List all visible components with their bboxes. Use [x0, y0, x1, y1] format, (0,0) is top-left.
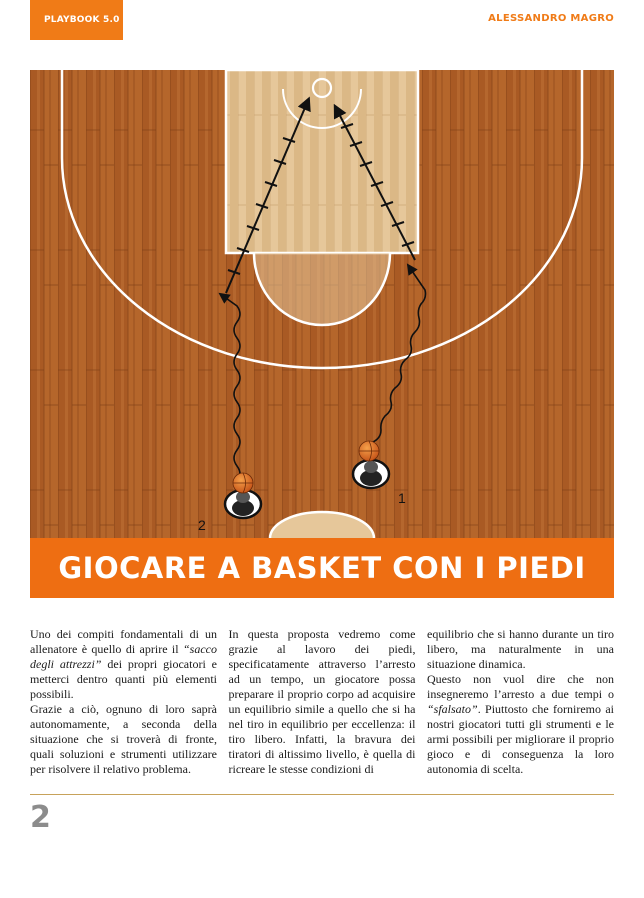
column-1: [30, 627, 217, 777]
paragraph: In questa proposta vedremo come grazie al lavoro dei piedi, specificatamente attraverso l’arresto ad un tempo, un giocatore possa preparare il proprio corpo ad acquisire un equilibrio simile a quello che si ha nel tiro in equilibrio per eccellenza: il tiro libero. Infatti, la bravura dei tiratori di altissimo livello, è quella di ricreare le stesse condizioni di: [228, 627, 416, 776]
paragraph: Questo non vuol dire che non insegneremo l’arresto a due tempi o “sfalsato”. Piuttosto che forniremo ai nostri giocatori tutti gli strumenti e le armi possibili per migliorare il proprio gioco e di conseguenza la loro autonomia di scelta.: [427, 672, 614, 776]
player-1: [353, 460, 389, 488]
article-title: GIOCARE A BASKET CON I PIEDI: [30, 538, 614, 598]
author-name: ALESSANDRO MAGRO: [488, 13, 614, 24]
player-label-2: 2: [198, 517, 206, 533]
player-label-1: 1: [398, 490, 406, 506]
paragraph: Grazie a ciò, ognuno di loro saprà autonomamente, a seconda della situazione che si troverà di fronte, quali soluzioni e strumenti utilizzare per risolvere il relativo problema.: [30, 702, 217, 776]
column-2: [229, 627, 416, 777]
footer-divider: [30, 794, 614, 795]
player-2: [225, 490, 261, 518]
paragraph: Uno dei compiti fondamentali di un allenatore è quello di aprire il “sacco degli attrezzi” dei propri giocatori e metterci dentro quanti più elementi possibili.: [30, 627, 218, 701]
magazine-tag: PLAYBOOK 5.0: [30, 0, 123, 40]
article-body: [30, 627, 614, 777]
page-number: 2: [30, 800, 51, 835]
court-diagram: [30, 70, 614, 538]
paragraph: equilibrio che si hanno durante un tiro libero, ma naturalmente in una situazione dinamica.: [427, 627, 614, 671]
column-3: [427, 627, 614, 777]
